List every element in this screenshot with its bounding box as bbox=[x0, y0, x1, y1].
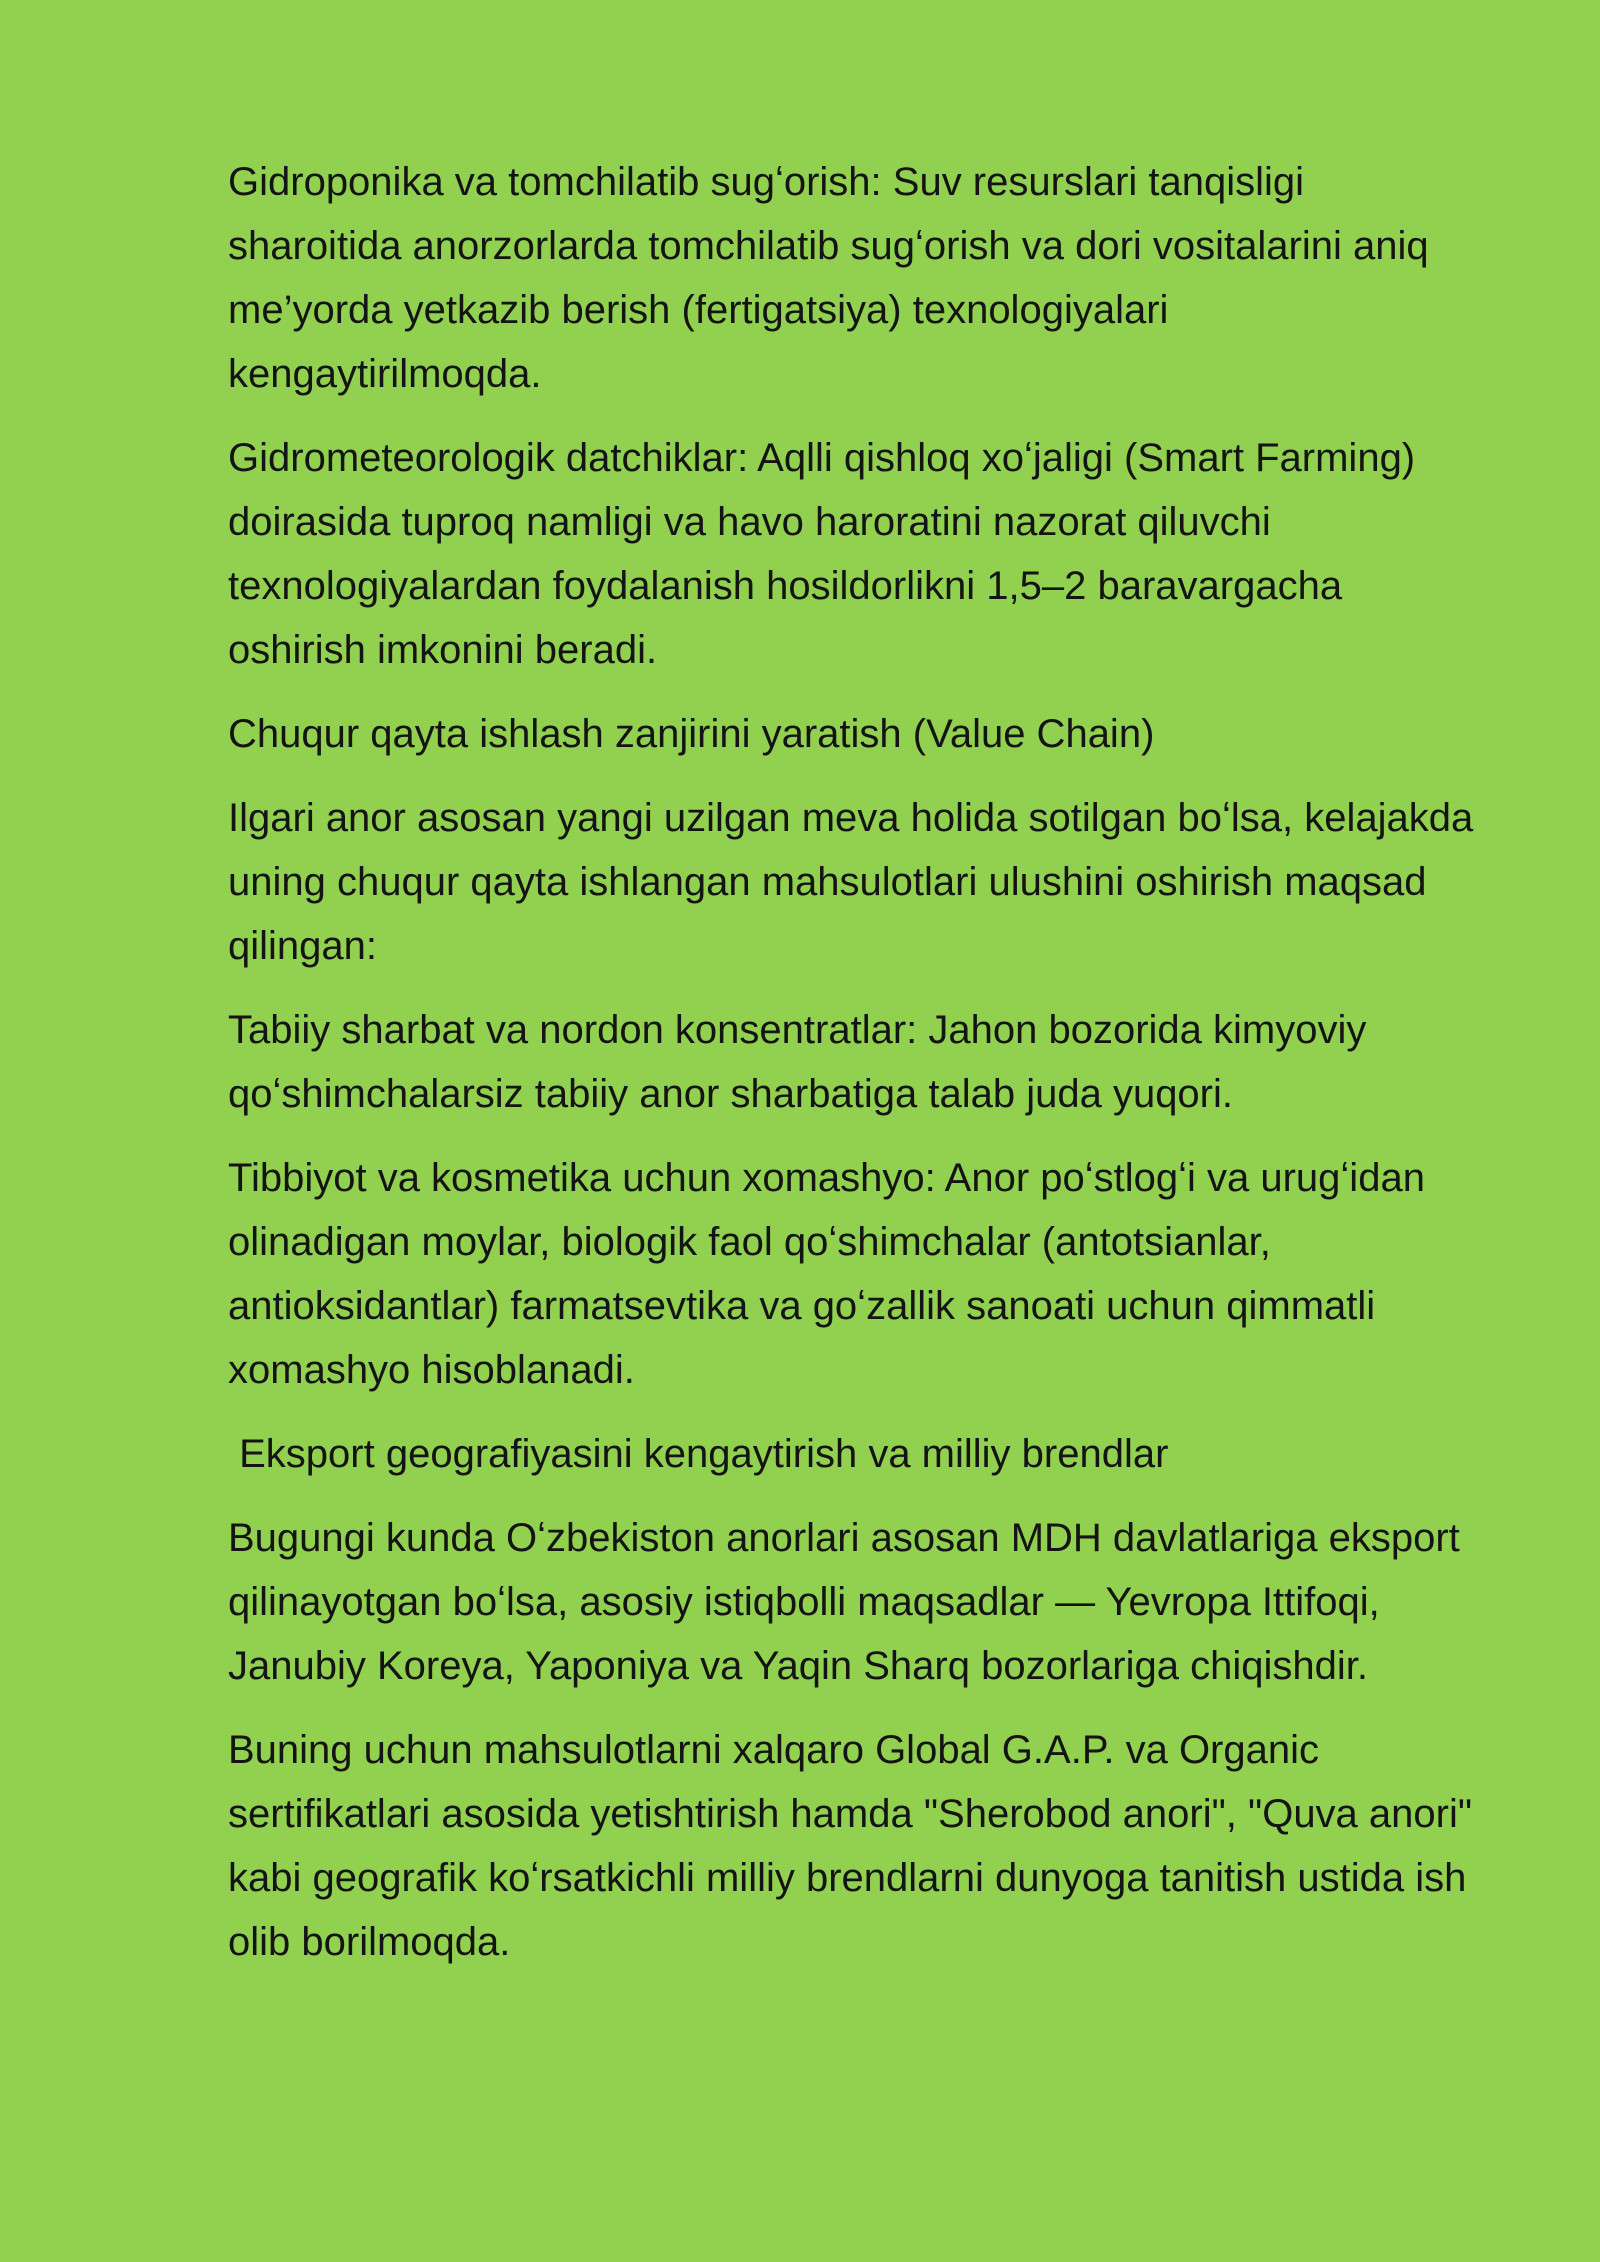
paragraph-natural-juice: Tabiiy sharbat va nordon konsentratlar: Jahon bozorida kimyoviy qoʻshimchalarsiz tabiiy anor sharbatiga talab juda yuqori. bbox=[228, 1008, 1367, 1116]
section-heading-export: Eksport geografiyasini kengaytirish va milliy brendlar bbox=[228, 1432, 1169, 1476]
paragraph-hydroponics: Gidroponika va tomchilatib sugʻorish: Suv resurslari tanqisligi sharoitida anorzorlarda tomchilatib sugʻorish va dori vositalarini aniq me’yorda yetkazib berish (fertigatsiya) texnologiyalari kengaytirilmoqda. bbox=[228, 160, 1429, 396]
paragraph-medicine-cosmetics: Tibbiyot va kosmetika uchun xomashyo: Anor poʻstlogʻi va urugʻidan olinadigan moylar, biologik faol qoʻshimchalar (antotsianlar, antioksidantlar) farmatsevtika va goʻzallik sanoati uchun qimmatli xomashyo hisoblanadi. bbox=[228, 1156, 1425, 1392]
paragraph-certification-brands: Buning uchun mahsulotlarni xalqaro Global G.A.P. va Organic sertifikatlari asosida yetishtirish hamda "Sherobod anori", "Quva anori" kabi geografik koʻrsatkichli milliy brendlarni dunyoga tanitish ustida ish olib borilmoqda. bbox=[228, 1728, 1473, 1964]
paragraph-export-markets: Bugungi kunda Oʻzbekiston anorlari asosan MDH davlatlariga eksport qilinayotgan boʻlsa, asosiy istiqbolli maqsadlar — Yevropa Ittifoqi, Janubiy Koreya, Yaponiya va Yaqin Sharq bozorlariga chiqishdir. bbox=[228, 1516, 1460, 1688]
paragraph-processing-intro: Ilgari anor asosan yangi uzilgan meva holida sotilgan boʻlsa, kelajakda uning chuqur qayta ishlangan mahsulotlari ulushini oshirish maqsad qilingan: bbox=[228, 796, 1474, 968]
document-body bbox=[228, 150, 1482, 1974]
section-heading-value-chain: Chuqur qayta ishlash zanjirini yaratish (Value Chain) bbox=[228, 712, 1155, 756]
paragraph-sensors: Gidrometeorologik datchiklar: Aqlli qishloq xoʻjaligi (Smart Farming) doirasida tuproq namligi va havo haroratini nazorat qiluvchi texnologiyalardan foydalanish hosildorlikni 1,5–2 baravargacha oshirish imkonini beradi. bbox=[228, 436, 1416, 672]
